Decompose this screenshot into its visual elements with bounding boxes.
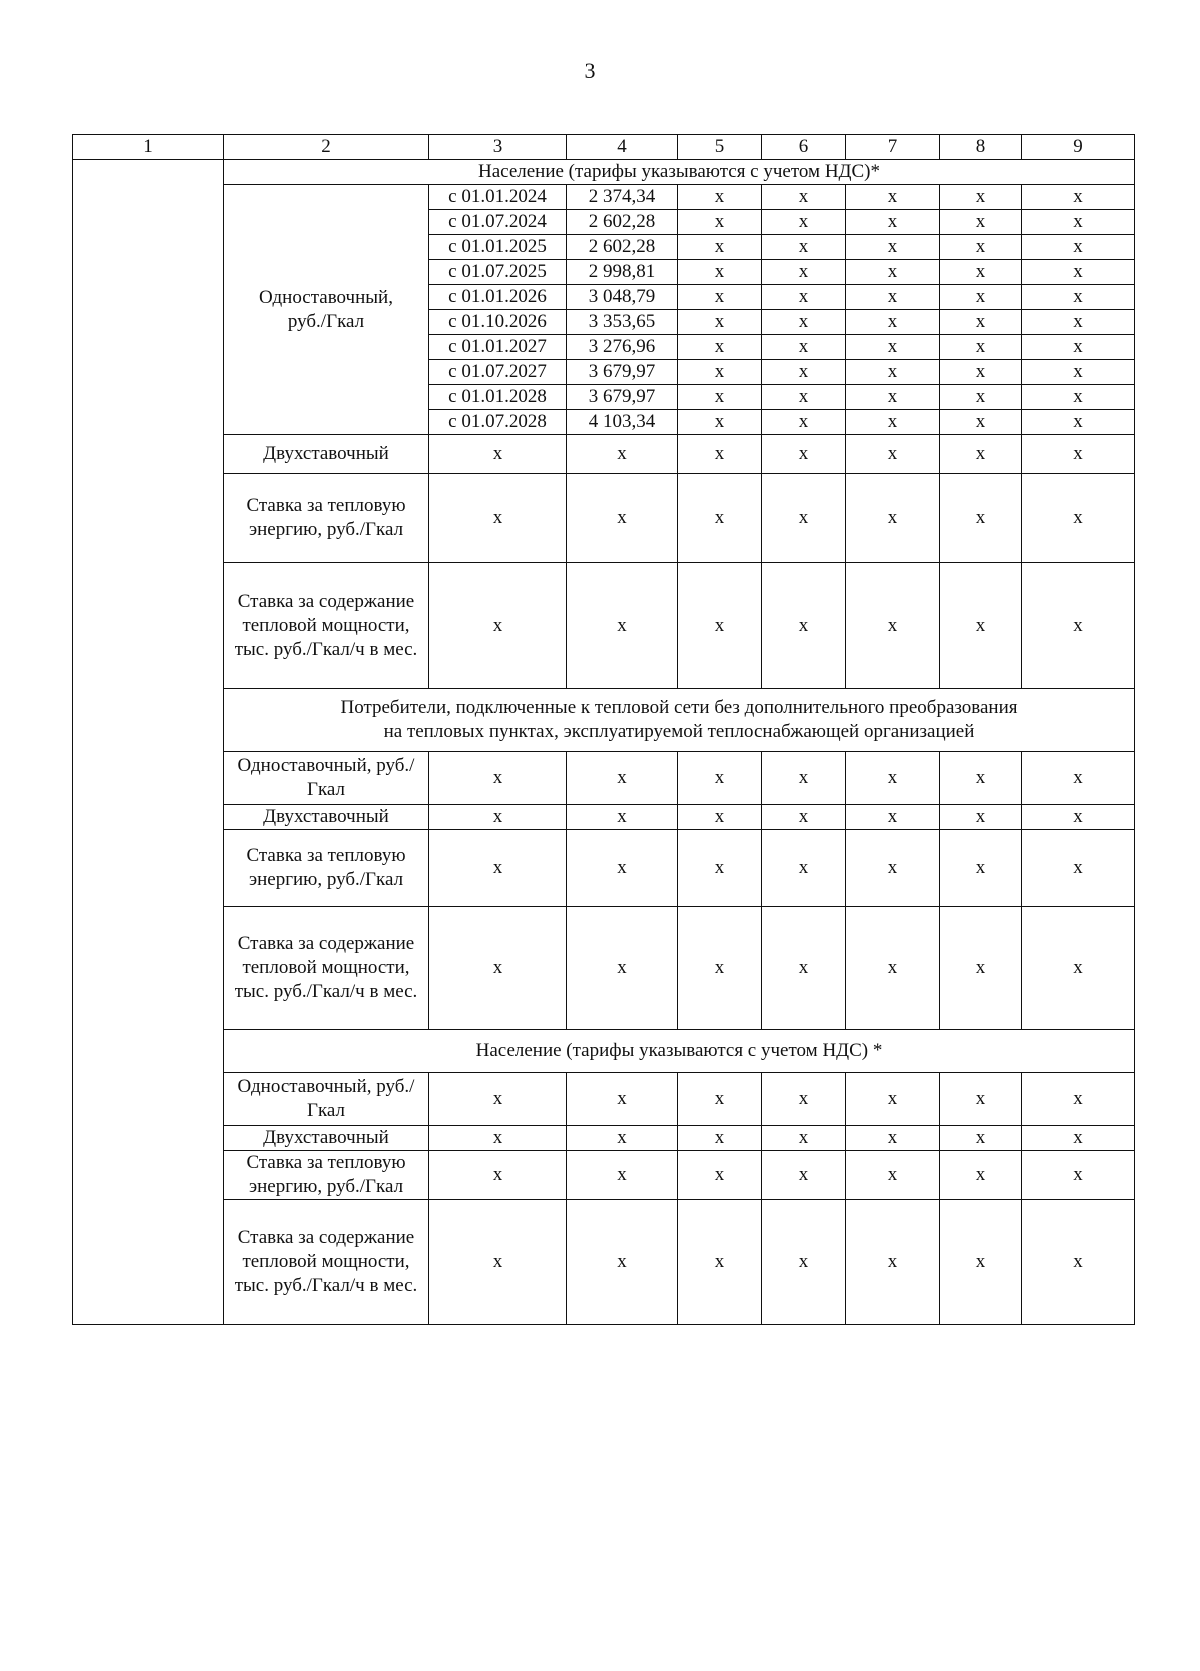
empty-mark-cell: х — [1022, 385, 1135, 410]
section-title-line: Население (тарифы указываются с учетом НДС)* — [478, 161, 880, 182]
empty-mark-cell: х — [762, 335, 846, 360]
empty-mark-cell: х — [762, 907, 846, 1030]
empty-mark-cell: х — [678, 1200, 762, 1325]
empty-mark-cell: х — [1022, 235, 1135, 260]
section-title-line: Население (тарифы указываются с учетом НДС) * — [475, 1040, 883, 1061]
empty-mark-cell: х — [429, 1151, 567, 1200]
empty-mark-cell: х — [429, 1126, 567, 1151]
empty-mark-cell: х — [940, 410, 1022, 435]
column-header: 4 — [567, 135, 678, 160]
empty-mark-cell: х — [846, 410, 940, 435]
tariff-value: 2 998,81 — [567, 260, 678, 285]
empty-mark-cell: х — [846, 474, 940, 563]
empty-mark-cell: х — [1022, 210, 1135, 235]
row-label: Ставка за тепловую энергию, руб./Гкал — [224, 1151, 429, 1200]
empty-mark-cell: х — [762, 360, 846, 385]
table-row — [73, 1073, 1135, 1126]
row-label: Одноставочный, руб./Гкал — [224, 752, 429, 805]
empty-mark-cell: х — [429, 435, 567, 474]
empty-mark-cell: х — [678, 310, 762, 335]
empty-mark-cell: х — [567, 805, 678, 830]
empty-mark-cell: х — [678, 335, 762, 360]
empty-mark-cell: х — [429, 563, 567, 689]
empty-mark-cell: х — [1022, 907, 1135, 1030]
period-date: с 01.07.2024 — [429, 210, 567, 235]
period-date: с 01.07.2028 — [429, 410, 567, 435]
empty-mark-cell: х — [1022, 285, 1135, 310]
empty-mark-cell: х — [429, 1200, 567, 1325]
empty-mark-cell: х — [940, 1200, 1022, 1325]
empty-mark-cell: х — [940, 385, 1022, 410]
empty-mark-cell: х — [429, 1073, 567, 1126]
empty-mark-cell: х — [762, 474, 846, 563]
empty-mark-cell: х — [678, 1151, 762, 1200]
empty-mark-cell: х — [846, 335, 940, 360]
empty-mark-cell: х — [940, 752, 1022, 805]
empty-mark-cell: х — [567, 1073, 678, 1126]
empty-mark-cell: х — [678, 563, 762, 689]
table-row — [73, 474, 1135, 563]
empty-mark-cell: х — [567, 435, 678, 474]
empty-mark-cell: х — [940, 907, 1022, 1030]
empty-mark-cell: х — [846, 260, 940, 285]
empty-mark-cell: х — [678, 235, 762, 260]
empty-mark-cell: х — [846, 907, 940, 1030]
column-1-cell — [73, 160, 224, 1325]
empty-mark-cell: х — [846, 285, 940, 310]
empty-mark-cell: х — [1022, 1151, 1135, 1200]
tariff-value: 2 374,34 — [567, 185, 678, 210]
empty-mark-cell: х — [762, 1126, 846, 1151]
empty-mark-cell: х — [846, 235, 940, 260]
empty-mark-cell: х — [846, 210, 940, 235]
page-number: 3 — [584, 58, 596, 83]
empty-mark-cell: х — [567, 752, 678, 805]
empty-mark-cell: х — [940, 335, 1022, 360]
empty-mark-cell: х — [762, 235, 846, 260]
period-date: с 01.10.2026 — [429, 310, 567, 335]
empty-mark-cell: х — [1022, 335, 1135, 360]
header-row — [73, 135, 1135, 160]
empty-mark-cell: х — [762, 385, 846, 410]
period-date: с 01.07.2027 — [429, 360, 567, 385]
period-date: с 01.07.2025 — [429, 260, 567, 285]
empty-mark-cell: х — [1022, 830, 1135, 907]
empty-mark-cell: х — [940, 285, 1022, 310]
column-header: 9 — [1022, 135, 1135, 160]
empty-mark-cell: х — [940, 260, 1022, 285]
empty-mark-cell: х — [567, 474, 678, 563]
row-label: Двухставочный — [224, 1126, 429, 1151]
empty-mark-cell: х — [1022, 805, 1135, 830]
empty-mark-cell: х — [762, 830, 846, 907]
empty-mark-cell: х — [567, 563, 678, 689]
empty-mark-cell: х — [678, 435, 762, 474]
empty-mark-cell: х — [940, 563, 1022, 689]
period-date: с 01.01.2025 — [429, 235, 567, 260]
empty-mark-cell: х — [678, 752, 762, 805]
column-header: 1 — [73, 135, 224, 160]
empty-mark-cell: х — [846, 360, 940, 385]
empty-mark-cell: х — [846, 805, 940, 830]
row-label: Одноставочный, руб./Гкал — [224, 185, 429, 435]
empty-mark-cell: х — [940, 830, 1022, 907]
tariff-value: 3 048,79 — [567, 285, 678, 310]
row-label: Двухставочный — [224, 805, 429, 830]
empty-mark-cell: х — [567, 1151, 678, 1200]
empty-mark-cell: х — [846, 385, 940, 410]
empty-mark-cell: х — [846, 185, 940, 210]
empty-mark-cell: х — [678, 830, 762, 907]
row-label: Одноставочный, руб./Гкал — [224, 1073, 429, 1126]
empty-mark-cell: х — [762, 1200, 846, 1325]
row-label: Ставка за содержание тепловой мощности, тыс. руб./Гкал/ч в мес. — [224, 563, 429, 689]
empty-mark-cell: х — [1022, 360, 1135, 385]
empty-mark-cell: х — [1022, 752, 1135, 805]
empty-mark-cell: х — [940, 474, 1022, 563]
period-date: с 01.01.2028 — [429, 385, 567, 410]
empty-mark-cell: х — [1022, 185, 1135, 210]
row-label: Ставка за содержание тепловой мощности, тыс. руб./Гкал/ч в мес. — [224, 1200, 429, 1325]
empty-mark-cell: х — [846, 435, 940, 474]
table-row — [73, 563, 1135, 689]
period-date: с 01.01.2026 — [429, 285, 567, 310]
empty-mark-cell: х — [678, 805, 762, 830]
empty-mark-cell: х — [567, 1126, 678, 1151]
section-row — [73, 160, 1135, 185]
empty-mark-cell: х — [1022, 260, 1135, 285]
section-title-line: Потребители, подключенные к тепловой сети без дополнительного преобразования — [340, 697, 1018, 718]
empty-mark-cell: х — [940, 1151, 1022, 1200]
empty-mark-cell: х — [1022, 474, 1135, 563]
empty-mark-cell: х — [678, 210, 762, 235]
table-row — [73, 435, 1135, 474]
empty-mark-cell: х — [846, 1126, 940, 1151]
empty-mark-cell: х — [1022, 1073, 1135, 1126]
empty-mark-cell: х — [1022, 310, 1135, 335]
empty-mark-cell: х — [678, 185, 762, 210]
empty-mark-cell: х — [1022, 1126, 1135, 1151]
tariff-value: 2 602,28 — [567, 235, 678, 260]
row-label: Двухставочный — [224, 435, 429, 474]
table-row — [73, 1151, 1135, 1200]
empty-mark-cell: х — [762, 260, 846, 285]
empty-mark-cell: х — [429, 830, 567, 907]
column-header: 5 — [678, 135, 762, 160]
tariff-value: 3 679,97 — [567, 360, 678, 385]
tariff-value: 2 602,28 — [567, 210, 678, 235]
empty-mark-cell: х — [940, 210, 1022, 235]
table-row — [73, 907, 1135, 1030]
empty-mark-cell: х — [1022, 563, 1135, 689]
table-row — [73, 1126, 1135, 1151]
empty-mark-cell: х — [1022, 435, 1135, 474]
section-row — [73, 1030, 1135, 1073]
row-label: Ставка за содержание тепловой мощности, тыс. руб./Гкал/ч в мес. — [224, 907, 429, 1030]
column-header: 3 — [429, 135, 567, 160]
empty-mark-cell: х — [846, 1200, 940, 1325]
empty-mark-cell: х — [940, 360, 1022, 385]
period-date: с 01.01.2024 — [429, 185, 567, 210]
table-row — [73, 1200, 1135, 1325]
empty-mark-cell: х — [678, 385, 762, 410]
empty-mark-cell: х — [678, 285, 762, 310]
empty-mark-cell: х — [846, 752, 940, 805]
empty-mark-cell: х — [1022, 1200, 1135, 1325]
empty-mark-cell: х — [940, 1126, 1022, 1151]
empty-mark-cell: х — [762, 435, 846, 474]
empty-mark-cell: х — [678, 260, 762, 285]
empty-mark-cell: х — [762, 310, 846, 335]
empty-mark-cell: х — [762, 1073, 846, 1126]
empty-mark-cell: х — [762, 752, 846, 805]
empty-mark-cell: х — [678, 907, 762, 1030]
tariff-value: 3 679,97 — [567, 385, 678, 410]
section-row — [73, 689, 1135, 752]
empty-mark-cell: х — [846, 563, 940, 689]
empty-mark-cell: х — [762, 285, 846, 310]
section-title — [224, 160, 1135, 185]
empty-mark-cell: х — [762, 210, 846, 235]
empty-mark-cell: х — [429, 752, 567, 805]
tariff-value: 3 353,65 — [567, 310, 678, 335]
empty-mark-cell: х — [567, 907, 678, 1030]
empty-mark-cell: х — [846, 830, 940, 907]
empty-mark-cell: х — [762, 1151, 846, 1200]
empty-mark-cell: х — [846, 1151, 940, 1200]
empty-mark-cell: х — [846, 310, 940, 335]
empty-mark-cell: х — [429, 907, 567, 1030]
empty-mark-cell: х — [678, 1126, 762, 1151]
empty-mark-cell: х — [429, 805, 567, 830]
empty-mark-cell: х — [762, 805, 846, 830]
empty-mark-cell: х — [429, 474, 567, 563]
empty-mark-cell: х — [678, 1073, 762, 1126]
tariff-value: 4 103,34 — [567, 410, 678, 435]
section-title-line: на тепловых пунктах, эксплуатируемой теплоснабжающей организацией — [383, 721, 975, 742]
empty-mark-cell: х — [678, 474, 762, 563]
column-header: 6 — [762, 135, 846, 160]
empty-mark-cell: х — [567, 1200, 678, 1325]
period-row — [73, 185, 1135, 210]
column-header: 7 — [846, 135, 940, 160]
section-title — [224, 689, 1135, 752]
empty-mark-cell: х — [762, 563, 846, 689]
table-row — [73, 805, 1135, 830]
empty-mark-cell: х — [846, 1073, 940, 1126]
empty-mark-cell: х — [762, 185, 846, 210]
empty-mark-cell: х — [678, 360, 762, 385]
empty-mark-cell: х — [1022, 410, 1135, 435]
empty-mark-cell: х — [940, 1073, 1022, 1126]
row-label: Ставка за тепловую энергию, руб./Гкал — [224, 830, 429, 907]
empty-mark-cell: х — [940, 185, 1022, 210]
empty-mark-cell: х — [567, 830, 678, 907]
period-date: с 01.01.2027 — [429, 335, 567, 360]
column-header: 2 — [224, 135, 429, 160]
table-row — [73, 752, 1135, 805]
column-header: 8 — [940, 135, 1022, 160]
empty-mark-cell: х — [762, 410, 846, 435]
empty-mark-cell: х — [678, 410, 762, 435]
empty-mark-cell: х — [940, 235, 1022, 260]
row-label: Ставка за тепловую энергию, руб./Гкал — [224, 474, 429, 563]
empty-mark-cell: х — [940, 310, 1022, 335]
tariff-value: 3 276,96 — [567, 335, 678, 360]
section-title — [224, 1030, 1135, 1073]
empty-mark-cell: х — [940, 435, 1022, 474]
table-row — [73, 830, 1135, 907]
tariff-table — [72, 134, 1135, 1325]
empty-mark-cell: х — [940, 805, 1022, 830]
